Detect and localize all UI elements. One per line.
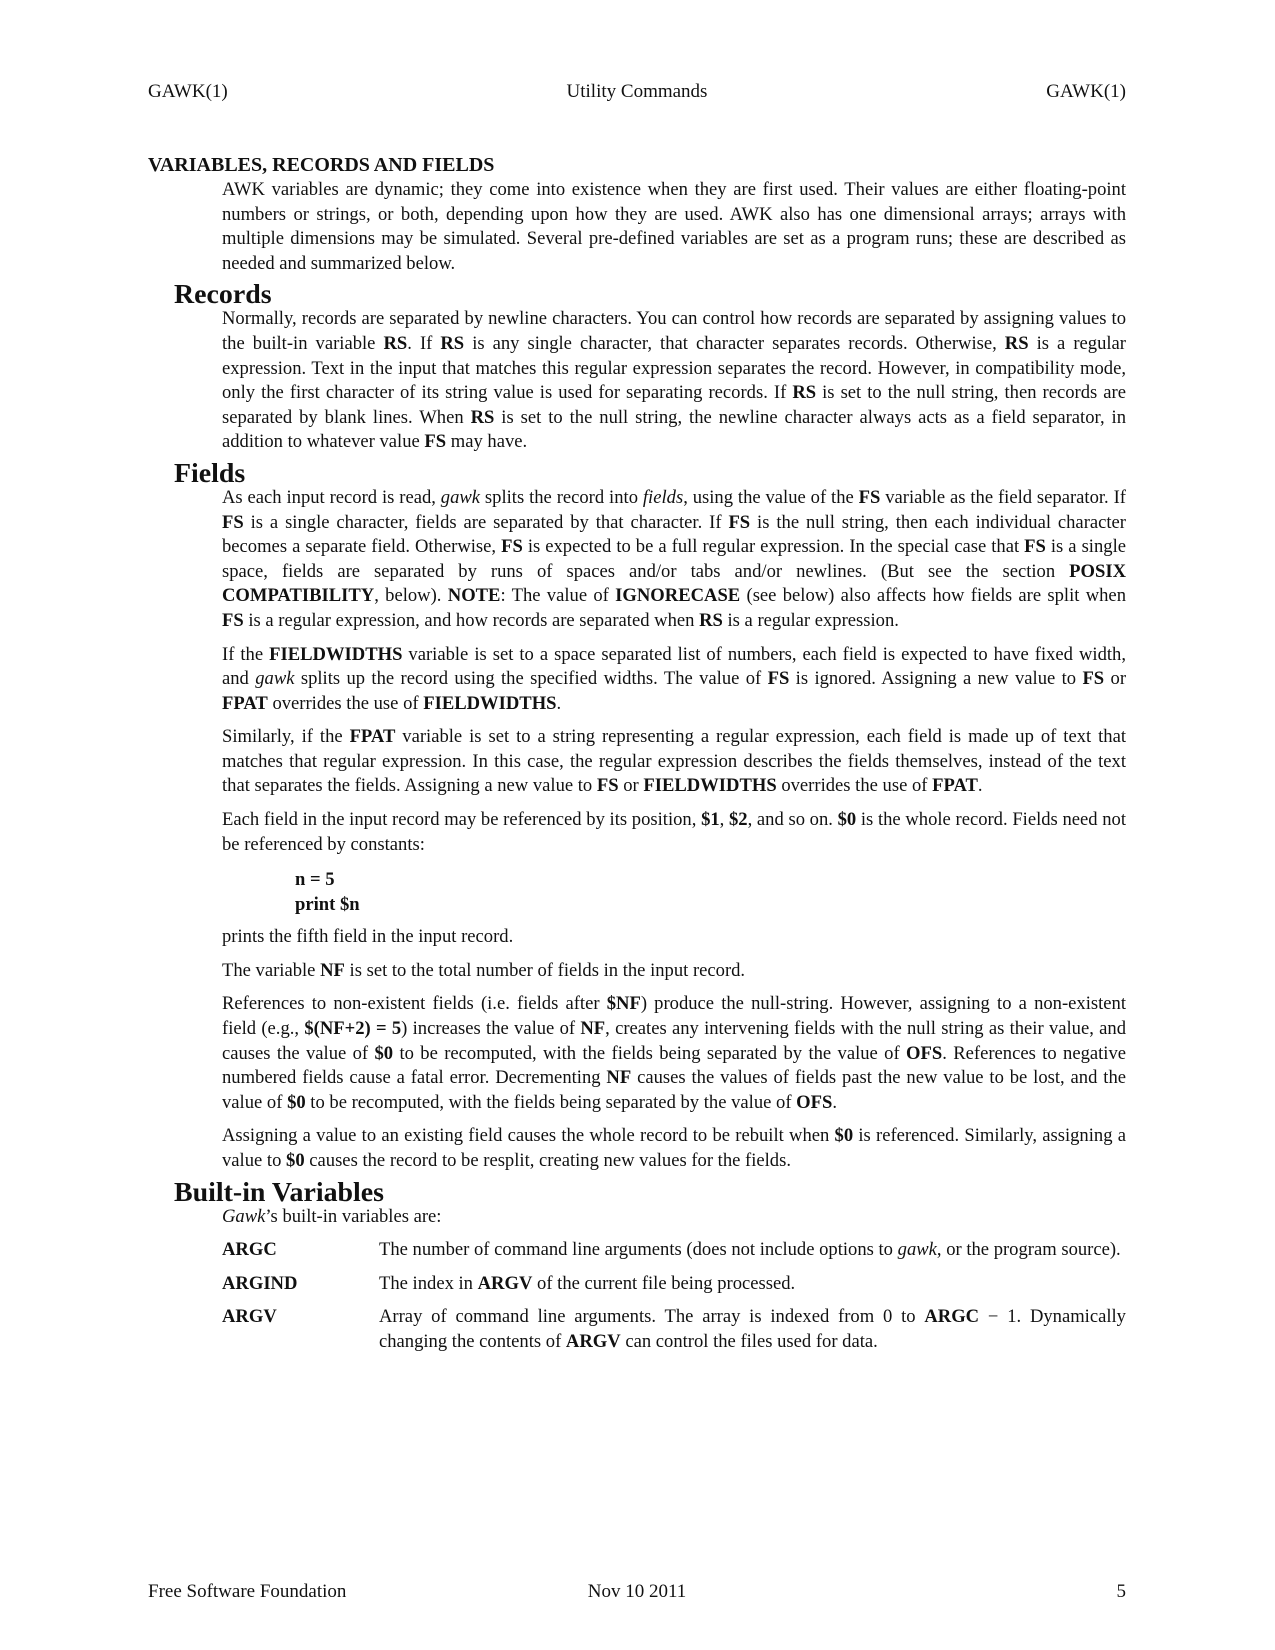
fields-paragraph-6: The variable NF is set to the total number of fields in the input record. bbox=[222, 959, 746, 981]
intro-paragraph: AWK variables are dynamic; they come into existence when they are first used. Their values are either floating-point numbers or strings, or both, depending upon how they are used. AWK also has one dimensional arrays; arrays with multiple dimensions may be simulated. Several pre-defined variables are set as a program runs; these are described as needed and summarized below. bbox=[222, 179, 1126, 274]
fields-paragraph-5: prints the fifth field in the input record. bbox=[222, 926, 514, 948]
fields-paragraph-2: If the FIELDWIDTHS variable is set to a space separated list of numbers, each field is expected to have fixed width, and gawk splits up the record using the specified widths. The value of FS is ignored. Assigning a new value to FS or FPAT overrides the use of FIELDWIDTHS. bbox=[222, 643, 1127, 714]
list-item bbox=[222, 1238, 1126, 1263]
variable-description: The number of command line arguments (does not include options to gawk, or the program source). bbox=[379, 1239, 1121, 1261]
builtin-variable-list bbox=[222, 1238, 1126, 1354]
page-header bbox=[148, 80, 1126, 104]
builtin-intro: Gawk’s built-in variables are: bbox=[222, 1205, 442, 1227]
variable-name: ARGIND bbox=[222, 1272, 298, 1294]
header-center: Utility Commands bbox=[566, 81, 708, 102]
fields-heading: Fields bbox=[174, 457, 246, 489]
header-left: GAWK(1) bbox=[148, 81, 228, 102]
footer-left: Free Software Foundation bbox=[148, 1581, 347, 1602]
footer-center: Nov 10 2011 bbox=[587, 1581, 687, 1602]
fields-paragraph-7: References to non-existent fields (i.e. fields after $NF) produce the null-string. However, assigning to a non-existent field (e.g., $(NF+2) = 5) increases the value of NF, creates any intervening fields with the null string as their value, and causes the value of $0 to be recomputed, with the fields being separated by the value of OFS. References to negative numbered fields cause a fatal error. Decrementing NF causes the values of fields past the new value to be lost, and the value of $0 to be recomputed, with the fields being separated by the value of OFS. bbox=[222, 993, 1126, 1113]
variable-description: The index in ARGV of the current file being processed. bbox=[379, 1272, 796, 1294]
page-content bbox=[148, 152, 1126, 1364]
fields-paragraph-4: Each field in the input record may be referenced by its position, $1, $2, and so on. $0 is the whole record. Fields need not be referenced by constants: bbox=[222, 809, 1126, 855]
variable-name: ARGC bbox=[222, 1239, 277, 1261]
fields-paragraph-8: Assigning a value to an existing field causes the whole record to be rebuilt when $0 is referenced. Similarly, assigning a value to $0 causes the record to be resplit, creating new values for the fields. bbox=[222, 1125, 1126, 1171]
code-example bbox=[295, 867, 1126, 917]
fields-paragraph-1: As each input record is read, gawk splits the record into fields, using the value of the FS variable as the field separator. If FS is a single character, fields are separated by that character. If FS is the null string, then each individual character becomes a separate field. Otherwise, FS is expected to be a full regular expression. In the special case that FS is a single space, fields are separated by runs of spaces and/or tabs and/or newlines. (But see the section POSIX COMPATIBILITY, below). NOTE: The value of IGNORECASE (see below) also affects how fields are split when FS is a regular expression, and how records are separated when RS is a regular expression. bbox=[222, 486, 1126, 631]
variable-name: ARGV bbox=[222, 1306, 277, 1328]
builtin-variables-heading: Built-in Variables bbox=[174, 1176, 385, 1208]
page-footer bbox=[148, 1580, 1126, 1604]
variable-description: Array of command line arguments. The array is indexed from 0 to ARGC − 1. Dynamically changing the contents of ARGV can control the files used for data. bbox=[379, 1306, 1126, 1352]
list-item bbox=[222, 1305, 1126, 1354]
list-item bbox=[222, 1272, 1126, 1297]
header-right: GAWK(1) bbox=[1046, 81, 1126, 102]
fields-paragraph-3: Similarly, if the FPAT variable is set to a string representing a regular expression, each field is made up of text that matches that regular expression. In this case, the regular expression describes the fields themselves, instead of the text that separates the fields. Assigning a new value to FS or FIELDWIDTHS overrides the use of FPAT. bbox=[222, 726, 1126, 797]
records-paragraph: Normally, records are separated by newline characters. You can control how records are separated by assigning values to the built-in variable RS. If RS is any single character, that character separates records. Otherwise, RS is a regular expression. Text in the input that matches this regular expression separates the record. However, in compatibility mode, only the first character of its string value is used for separating records. If RS is set to the null string, then records are separated by blank lines. When RS is set to the null string, the newline character always acts as a field separator, in addition to whatever value FS may have. bbox=[222, 308, 1126, 453]
section-title: VARIABLES, RECORDS AND FIELDS bbox=[148, 154, 495, 176]
records-heading: Records bbox=[174, 279, 272, 311]
page-number: 5 bbox=[1116, 1581, 1126, 1602]
code-line: n = 5 bbox=[295, 869, 335, 891]
code-line: print $n bbox=[295, 894, 360, 916]
